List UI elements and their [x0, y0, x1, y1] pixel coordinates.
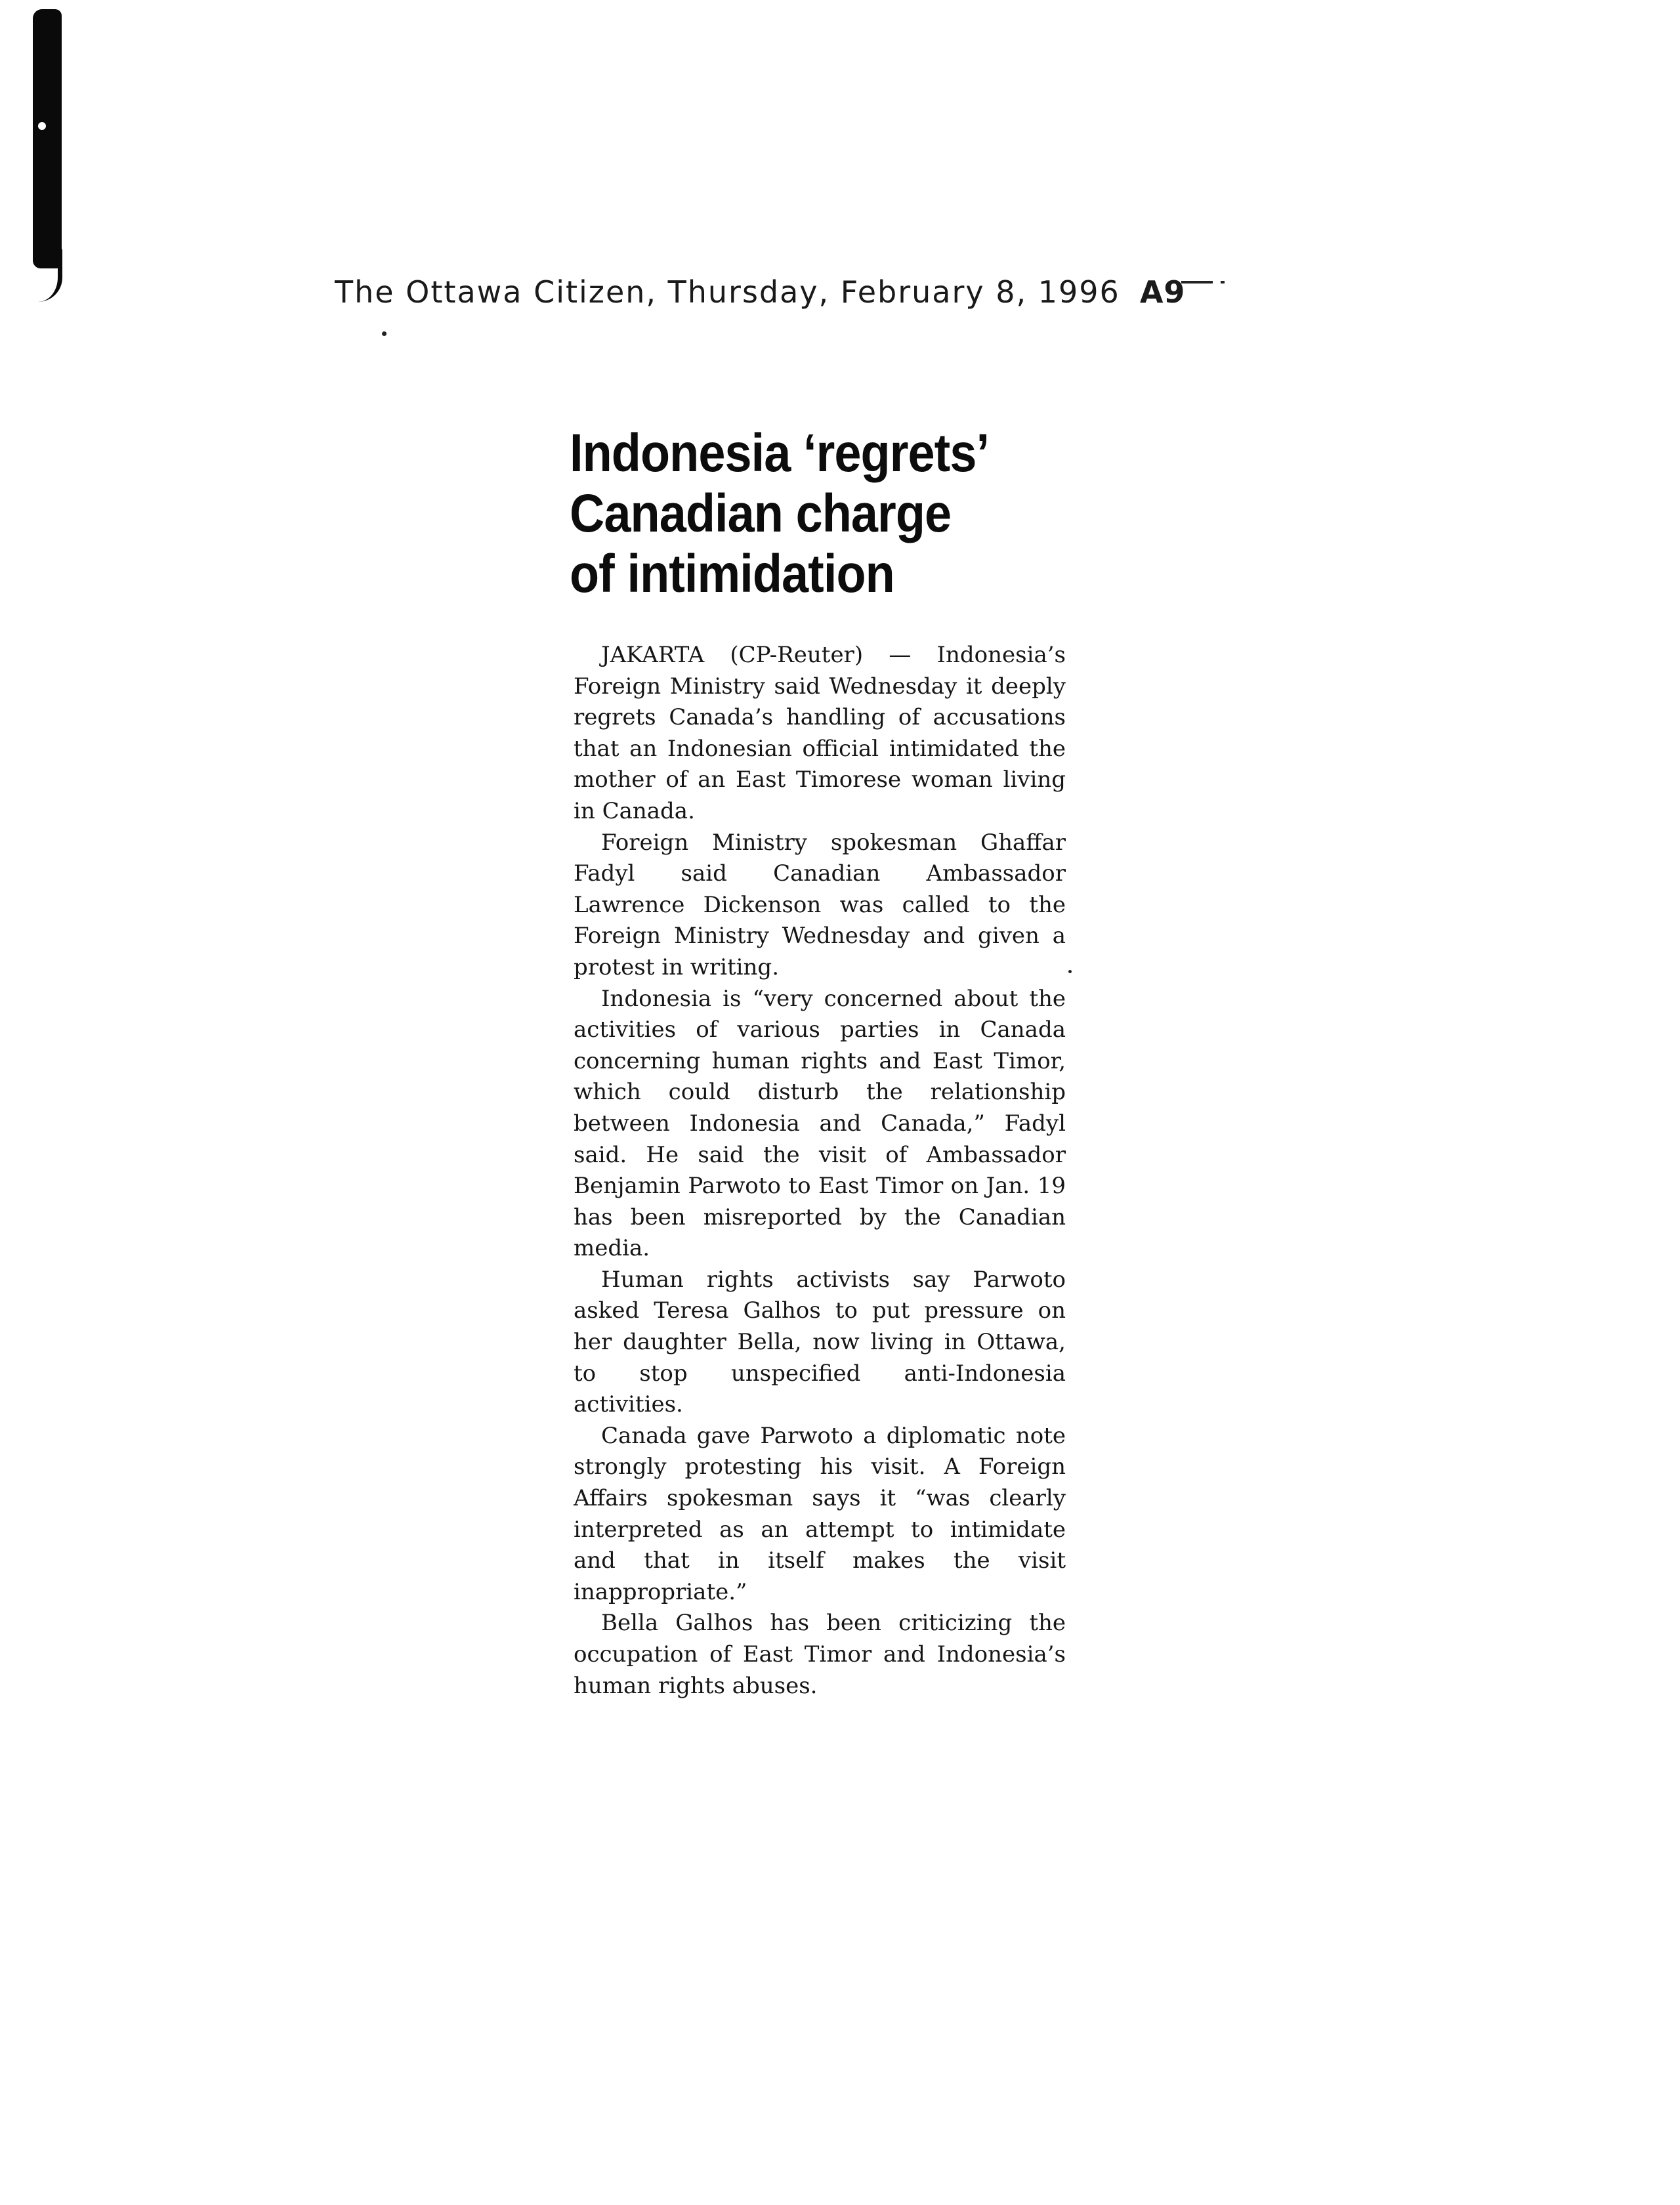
scan-speck	[1068, 970, 1072, 973]
headline-line-1: Indonesia ‘regrets’	[570, 423, 990, 483]
masthead-text: The Ottawa Citizen, Thursday, February 8, 1996	[335, 274, 1120, 310]
masthead-line	[335, 274, 1188, 310]
article-headline	[570, 423, 1101, 604]
scan-speck	[382, 331, 387, 336]
article-paragraph-1: JAKARTA (CP-Reuter) — Indonesia’s Foreign Ministry said Wednesday it deeply regrets Canada’s handling of accusations that an Indonesian official intimidated the mother of an East Timorese woman living in Canada.	[574, 642, 1066, 824]
binder-clip-shadow	[33, 9, 62, 268]
binder-curl-mark	[38, 249, 62, 302]
binder-hole	[38, 122, 46, 130]
headline-line-2: Canadian charge	[570, 484, 952, 543]
scan-dash-mark	[1221, 281, 1225, 284]
article-body	[574, 640, 1066, 1702]
article-paragraph-5: Canada gave Parwoto a diplomatic note strongly protesting his visit. A Foreign Affairs spokesman says it “was clearly interpreted as an attempt to intimidate and that in itself makes the visit inappropriate.”	[574, 1422, 1066, 1605]
article-paragraph-2: Foreign Ministry spokesman Ghaffar Fadyl said Canadian Ambassador Lawrence Dickenson was called to the Foreign Ministry Wednesday and given a protest in writing.	[574, 829, 1066, 980]
page-number: A9	[1139, 274, 1186, 310]
article-paragraph-4: Human rights activists say Parwoto asked Teresa Galhos to put pressure on her daughter Bella, now living in Ottawa, to stop unspecified anti-Indonesia activities.	[574, 1266, 1066, 1418]
article-paragraph-3: Indonesia is “very concerned about the activities of various parties in Canada concerning human rights and East Timor, which could disturb the relationship between Indonesia and Canada,” Fadyl said. He said the visit of Ambassador Benjamin Parwoto to East Timor on Jan. 19 has been misreported by the Canadian media.	[574, 985, 1066, 1262]
article-paragraph-6: Bella Galhos has been criticizing the occupation of East Timor and Indonesia’s human rights abuses.	[574, 1610, 1066, 1699]
headline-line-3: of intimidation	[570, 544, 894, 604]
